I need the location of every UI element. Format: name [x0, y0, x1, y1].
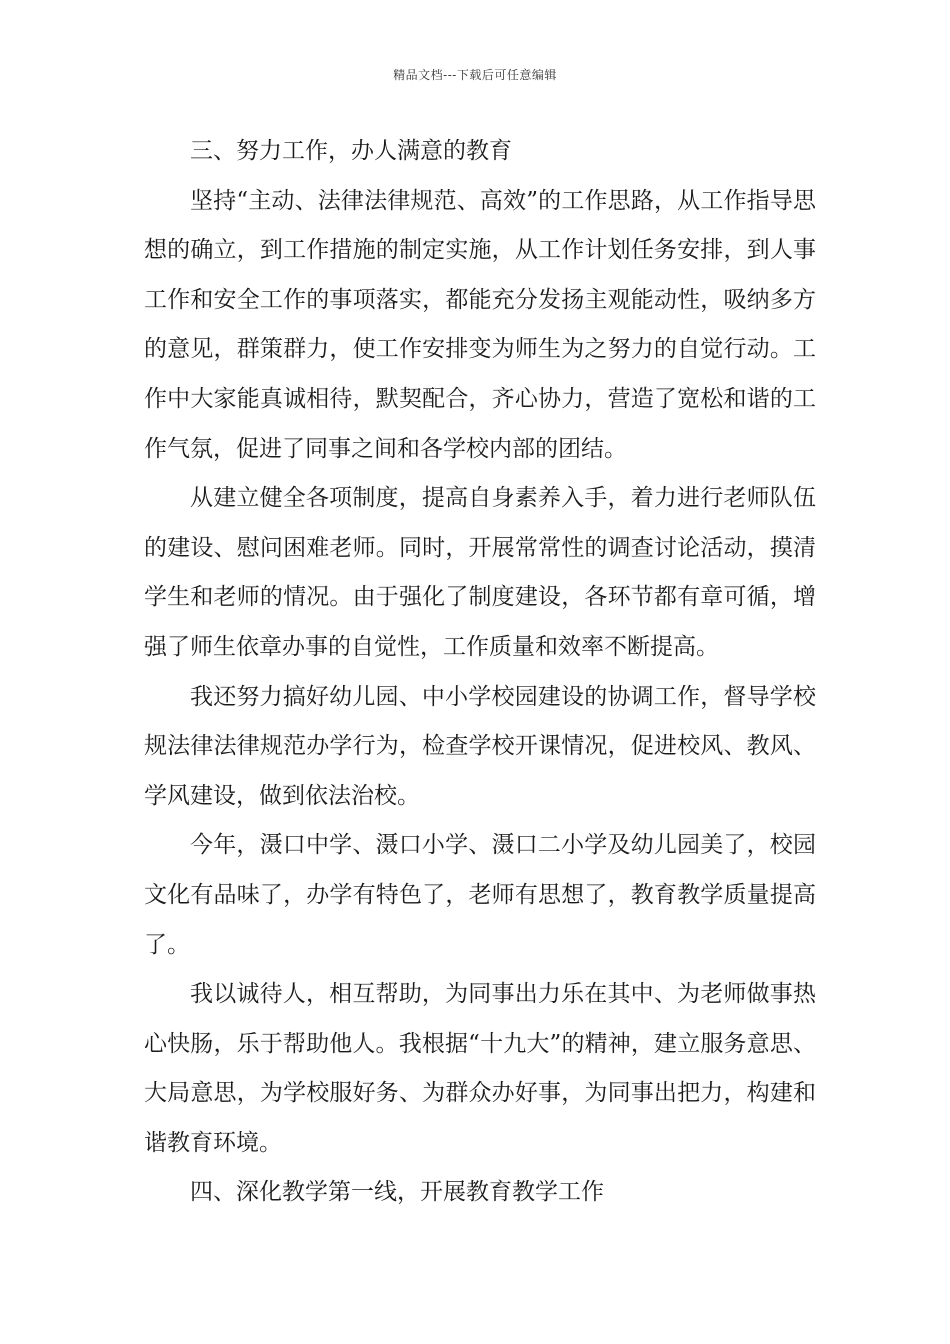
section-heading-4: 四、深化教学第一线，开展教育教学工作 — [190, 1179, 604, 1206]
section-heading-3: 三、努力工作，办人满意的教育 — [190, 138, 512, 164]
body-paragraph: 从建立健全各项制度，提高自身素养入手，着力进行老师队伍的建设、慰问困难老师。同时，开展常常性的调查讨论活动，摸清学生和老师的情况。由于强化了制度建设，各环节都有章可循，增强了师生依章办事的自觉性，工作质量和效率不断提高。 — [144, 485, 816, 660]
document-body — [144, 127, 816, 1218]
page-header: 精品文档---下载后可任意编辑 — [393, 68, 557, 82]
body-paragraph: 我还努力搞好幼儿园、中小学校园建设的协调工作，督导学校规法律法律规范办学行为，检查学校开课情况，促进校风、教风、学风建设，做到依法治校。 — [144, 683, 816, 809]
body-paragraph: 我以诚待人，相互帮助，为同事出力乐在其中、为老师做事热心快肠，乐于帮助他人。我根据“十九大”的精神，建立服务意思、大局意思，为学校服好务、为群众办好事，为同事出把力，构建和谐教育环境。 — [144, 981, 816, 1156]
body-paragraph: 坚持“主动、法律法律规范、高效”的工作思路，从工作指导思想的确立，到工作措施的制定实施，从工作计划任务安排，到人事工作和安全工作的事项落实，都能充分发扬主观能动性，吸纳多方的意见，群策群力，使工作安排变为师生为之努力的自觉行动。工作中大家能真诚相待，默契配合，齐心协力，营造了宽松和谐的工作气氛，促进了同事之间和各学校内部的团结。 — [144, 187, 816, 462]
body-paragraph: 今年，滠口中学、滠口小学、滠口二小学及幼儿园美了，校园文化有品味了，办学有特色了，老师有思想了，教育教学质量提高了。 — [144, 832, 816, 958]
